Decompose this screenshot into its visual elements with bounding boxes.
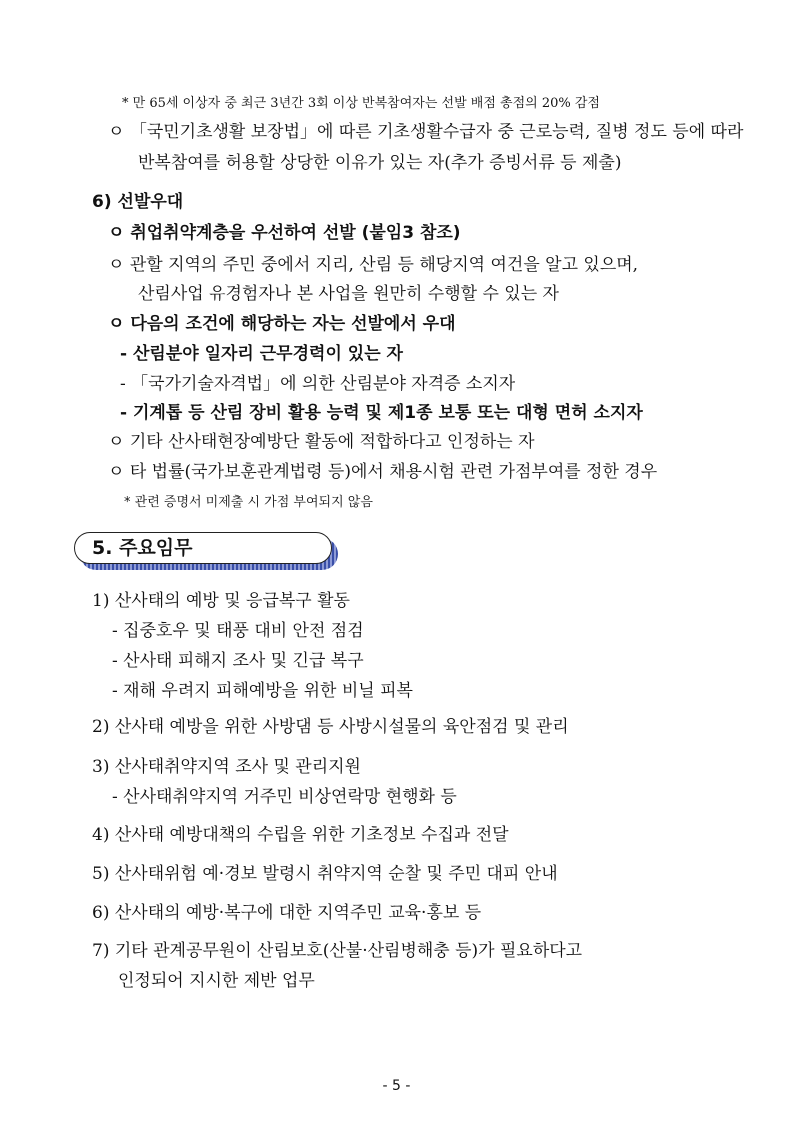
duty-3a: - 산사태취약지역 거주민 비상연락망 현행화 등	[112, 787, 457, 807]
duty-7: 7) 기타 관계공무원이 산림보호(산불·산림병해충 등)가 필요하다고	[92, 941, 583, 961]
line-conditions-preference: ㅇ 다음의 조건에 해당하는 자는 선발에서 우대	[108, 314, 456, 334]
duty-3: 3) 산사태취약지역 조사 및 관리지원	[92, 757, 361, 777]
line-vulnerable-priority: ㅇ 취업취약계층을 우선하여 선발 (붙임3 참조)	[108, 223, 461, 243]
line-forest-experience: - 산림분야 일자리 근무경력이 있는 자	[120, 344, 403, 364]
line-basic-livelihood: ㅇ 「국민기초생활 보장법」에 따른 기초생활수급자 중 근로능력, 질병 정도 등에 따라	[108, 122, 744, 142]
duty-1: 1) 산사태의 예방 및 응급복구 활동	[92, 591, 350, 611]
duty-7-cont: 인정되어 지시한 제반 업무	[118, 971, 315, 991]
page-number: - 5 -	[382, 1078, 411, 1094]
duty-5: 5) 산사태위험 예·경보 발령시 취약지역 순찰 및 주민 대피 안내	[92, 864, 558, 884]
duty-6: 6) 산사태의 예방·복구에 대한 지역주민 교육·홍보 등	[92, 903, 482, 923]
duty-4: 4) 산사태 예방대책의 수립을 위한 기초정보 수집과 전달	[92, 825, 509, 845]
line-chainsaw-license: - 기계톱 등 산림 장비 활용 능력 및 제1종 보통 또는 대형 면허 소지자	[120, 403, 643, 423]
duty-2: 2) 산사태 예방을 위한 사방댐 등 사방시설물의 육안점검 및 관리	[92, 717, 569, 737]
line-local-residents-cont: 산림사업 유경험자나 본 사업을 원만히 수행할 수 있는 자	[138, 284, 559, 304]
section-title: 5. 주요임무	[92, 537, 193, 559]
duty-1a: - 집중호우 및 태풍 대비 안전 점검	[112, 621, 364, 641]
line-other-suitable: ㅇ 기타 산사태현장예방단 활동에 적합하다고 인정하는 자	[108, 432, 535, 452]
line-note-certificate: * 관련 증명서 미제출 시 가점 부여되지 않음	[124, 495, 373, 510]
line-other-law-bonus: ㅇ 타 법률(국가보훈관계법령 등)에서 채용시험 관련 가점부여를 정한 경우	[108, 462, 658, 482]
heading-selection-preference: 6) 선발우대	[92, 192, 184, 212]
line-local-residents: ㅇ 관할 지역의 주민 중에서 지리, 산림 등 해당지역 여건을 알고 있으며,	[108, 255, 639, 275]
duty-1c: - 재해 우려지 피해예방을 위한 비닐 피복	[112, 681, 413, 701]
line-certificate-holder: - 「국가기술자격법」에 의한 산림분야 자격증 소지자	[120, 374, 516, 394]
section-header-box	[74, 532, 336, 566]
line-note-65: * 만 65세 이상자 중 최근 3년간 3회 이상 반복참여자는 선발 배점 총점의 20% 감점	[122, 96, 600, 111]
duty-1b: - 산사태 피해지 조사 및 긴급 복구	[112, 651, 364, 671]
line-basic-livelihood-cont: 반복참여를 허용할 상당한 이유가 있는 자(추가 증빙서류 등 제출)	[138, 153, 622, 173]
